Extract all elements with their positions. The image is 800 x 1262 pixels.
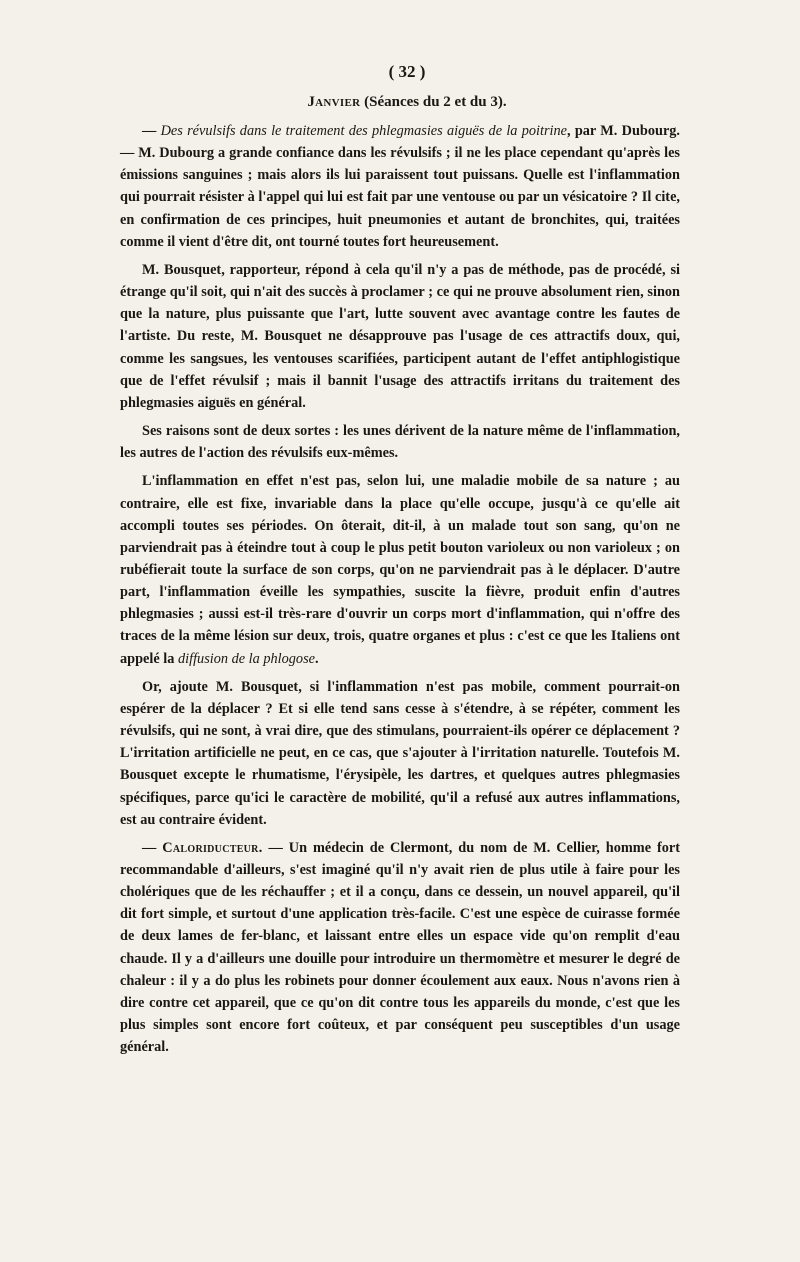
paragraph-text: — Un médecin de Clermont, du nom de M. Cellier, homme fort recommandable d'ailleurs, s'est imaginé qu'il n'y avait rien de plus utile à faire pour les cholériques que de les réchauffer ; et il a conçu, dans ce dessein, un nouvel appareil, qu'il dit fort simple, et surtout d'une application très-facile. C'est une espèce de cuirasse formée de deux lames de fer-blanc, et laissant entre elles un espace vide qu'on remplit d'eau chaude. Il y a d'ailleurs une douille pour introduire un thermomètre et mesurer le degré de chaleur : il y a do plus les robinets pour donner écoulement aux eaux. Nous n'avons rien à dire contre cet appareil, que ce qu'on dit contre tous les appareils du monde, c'est que les plus simples sont encore fort coûteux, et par conséquent peu susceptibles d'un usage général. xyxy=(120,839,681,1056)
section-title-caloriducteur: Caloriducteur. xyxy=(162,839,263,856)
running-head xyxy=(134,90,680,114)
paragraph-text: L'inflammation en effet n'est pas, selon lui, une maladie mobile de sa nature ; au contraire, elle est fixe, invariable dans la place qu'elle occupe, jusqu'à ce qu'elle ait accompli toutes ses périodes. On ôterait, dit-il, à un malade tout son sang, qu'on ne parviendrait pas à éteindre tout à coup le plus petit bouton varioleux ou non varioleux ; on rubéfierait toute la surface de son corps, qu'on ne parviendrait pas à le déplacer. D'autre part, l'inflammation éveille les sympathies, suscite la fièvre, produit enfin d'autres phlegmasies ; aussi est-il très-rare d'ouvrir un corps mort d'inflammation, qui n'offre des traces de la même lésion sur deux, trois, quatre organes et plus : c'est ce que les Italiens ont appelé la xyxy=(120,473,680,667)
paragraph-bousquet-reply: M. Bousquet, rapporteur, répond à cela qu'il n'y a pas de méthode, pas de procédé, si étrange qu'il soit, qui n'ait des succès à proclamer ; ce qui ne prouve absolument rien, sinon que la nature, plus puissante que l'art, lutte souvent avec avantage contre les fautes de l'artiste. Du reste, M. Bousquet ne désapprouve pas l'usage de ces attractifs doux, qui, comme les sangsues, les ventouses scarifiées, participent autant de l'effet antiphlogistique que de l'effet révulsif ; mais il bannit l'usage des attractifs irritans du traitement des phlegmasies aiguës en général. xyxy=(120,261,680,411)
book-page xyxy=(120,60,680,1064)
paragraph-revulsifs-intro xyxy=(120,120,680,253)
section-dash: — xyxy=(142,123,161,139)
running-head-month: Janvier xyxy=(307,94,361,110)
paragraph-caloriducteur xyxy=(120,837,680,1059)
section-title-revulsifs: Des révulsifs dans le traitement des phlegmasies aiguës de la poitrine xyxy=(160,123,567,139)
italic-term: diffusion de la phlogose xyxy=(177,650,315,667)
paragraph-inflammation-fixed xyxy=(120,470,680,669)
paragraph-mobility: Or, ajoute M. Bousquet, si l'inflammation n'est pas mobile, comment pourrait-on espérer de la déplacer ? Et si elle tend sans cesse à s'étendre, à se répéter, comment les révulsifs, qui ne sont, à vrai dire, que des stimulans, pourraient-ils opérer ce déplacement ? L'irritation artificielle ne peut, en ce cas, que s'ajouter à l'irritation naturelle. Toutefois M. Bousquet excepte le rhumatisme, l'érysipèle, les dartres, et quelques autres phlegmasies spécifiques, parce qu'ici le caractère de mobilité, qu'il a refusé aux autres inflammations, est au contraire évident. xyxy=(120,678,680,828)
paragraph-reasons: Ses raisons sont de deux sortes : les unes dérivent de la nature même de l'inflammation, les autres de l'action des révulsifs eux-mêmes. xyxy=(120,423,680,462)
section-dash: — xyxy=(142,839,163,856)
paragraph-text: , par M. Dubourg. — M. Dubourg a grande confiance dans les révulsifs ; il ne les place cependant qu'après les émissions sanguines ; mais alors ils lui paraissent tout puissans. Quelle est l'inflammation qui pourrait résister à l'appel qui lui est fait par une ventouse ou par un vésicatoire ? Il cite, en confirmation de ces principes, huit pneumonies et autant de bronchites, qui, traitées comme il vient d'être dit, ont tourné toutes fort heureusement. xyxy=(120,123,681,250)
paragraph-text-end: . xyxy=(315,650,319,667)
running-head-sessions: (Séances du 2 et du 3). xyxy=(360,94,507,110)
page-number: ( 32 ) xyxy=(388,62,426,81)
